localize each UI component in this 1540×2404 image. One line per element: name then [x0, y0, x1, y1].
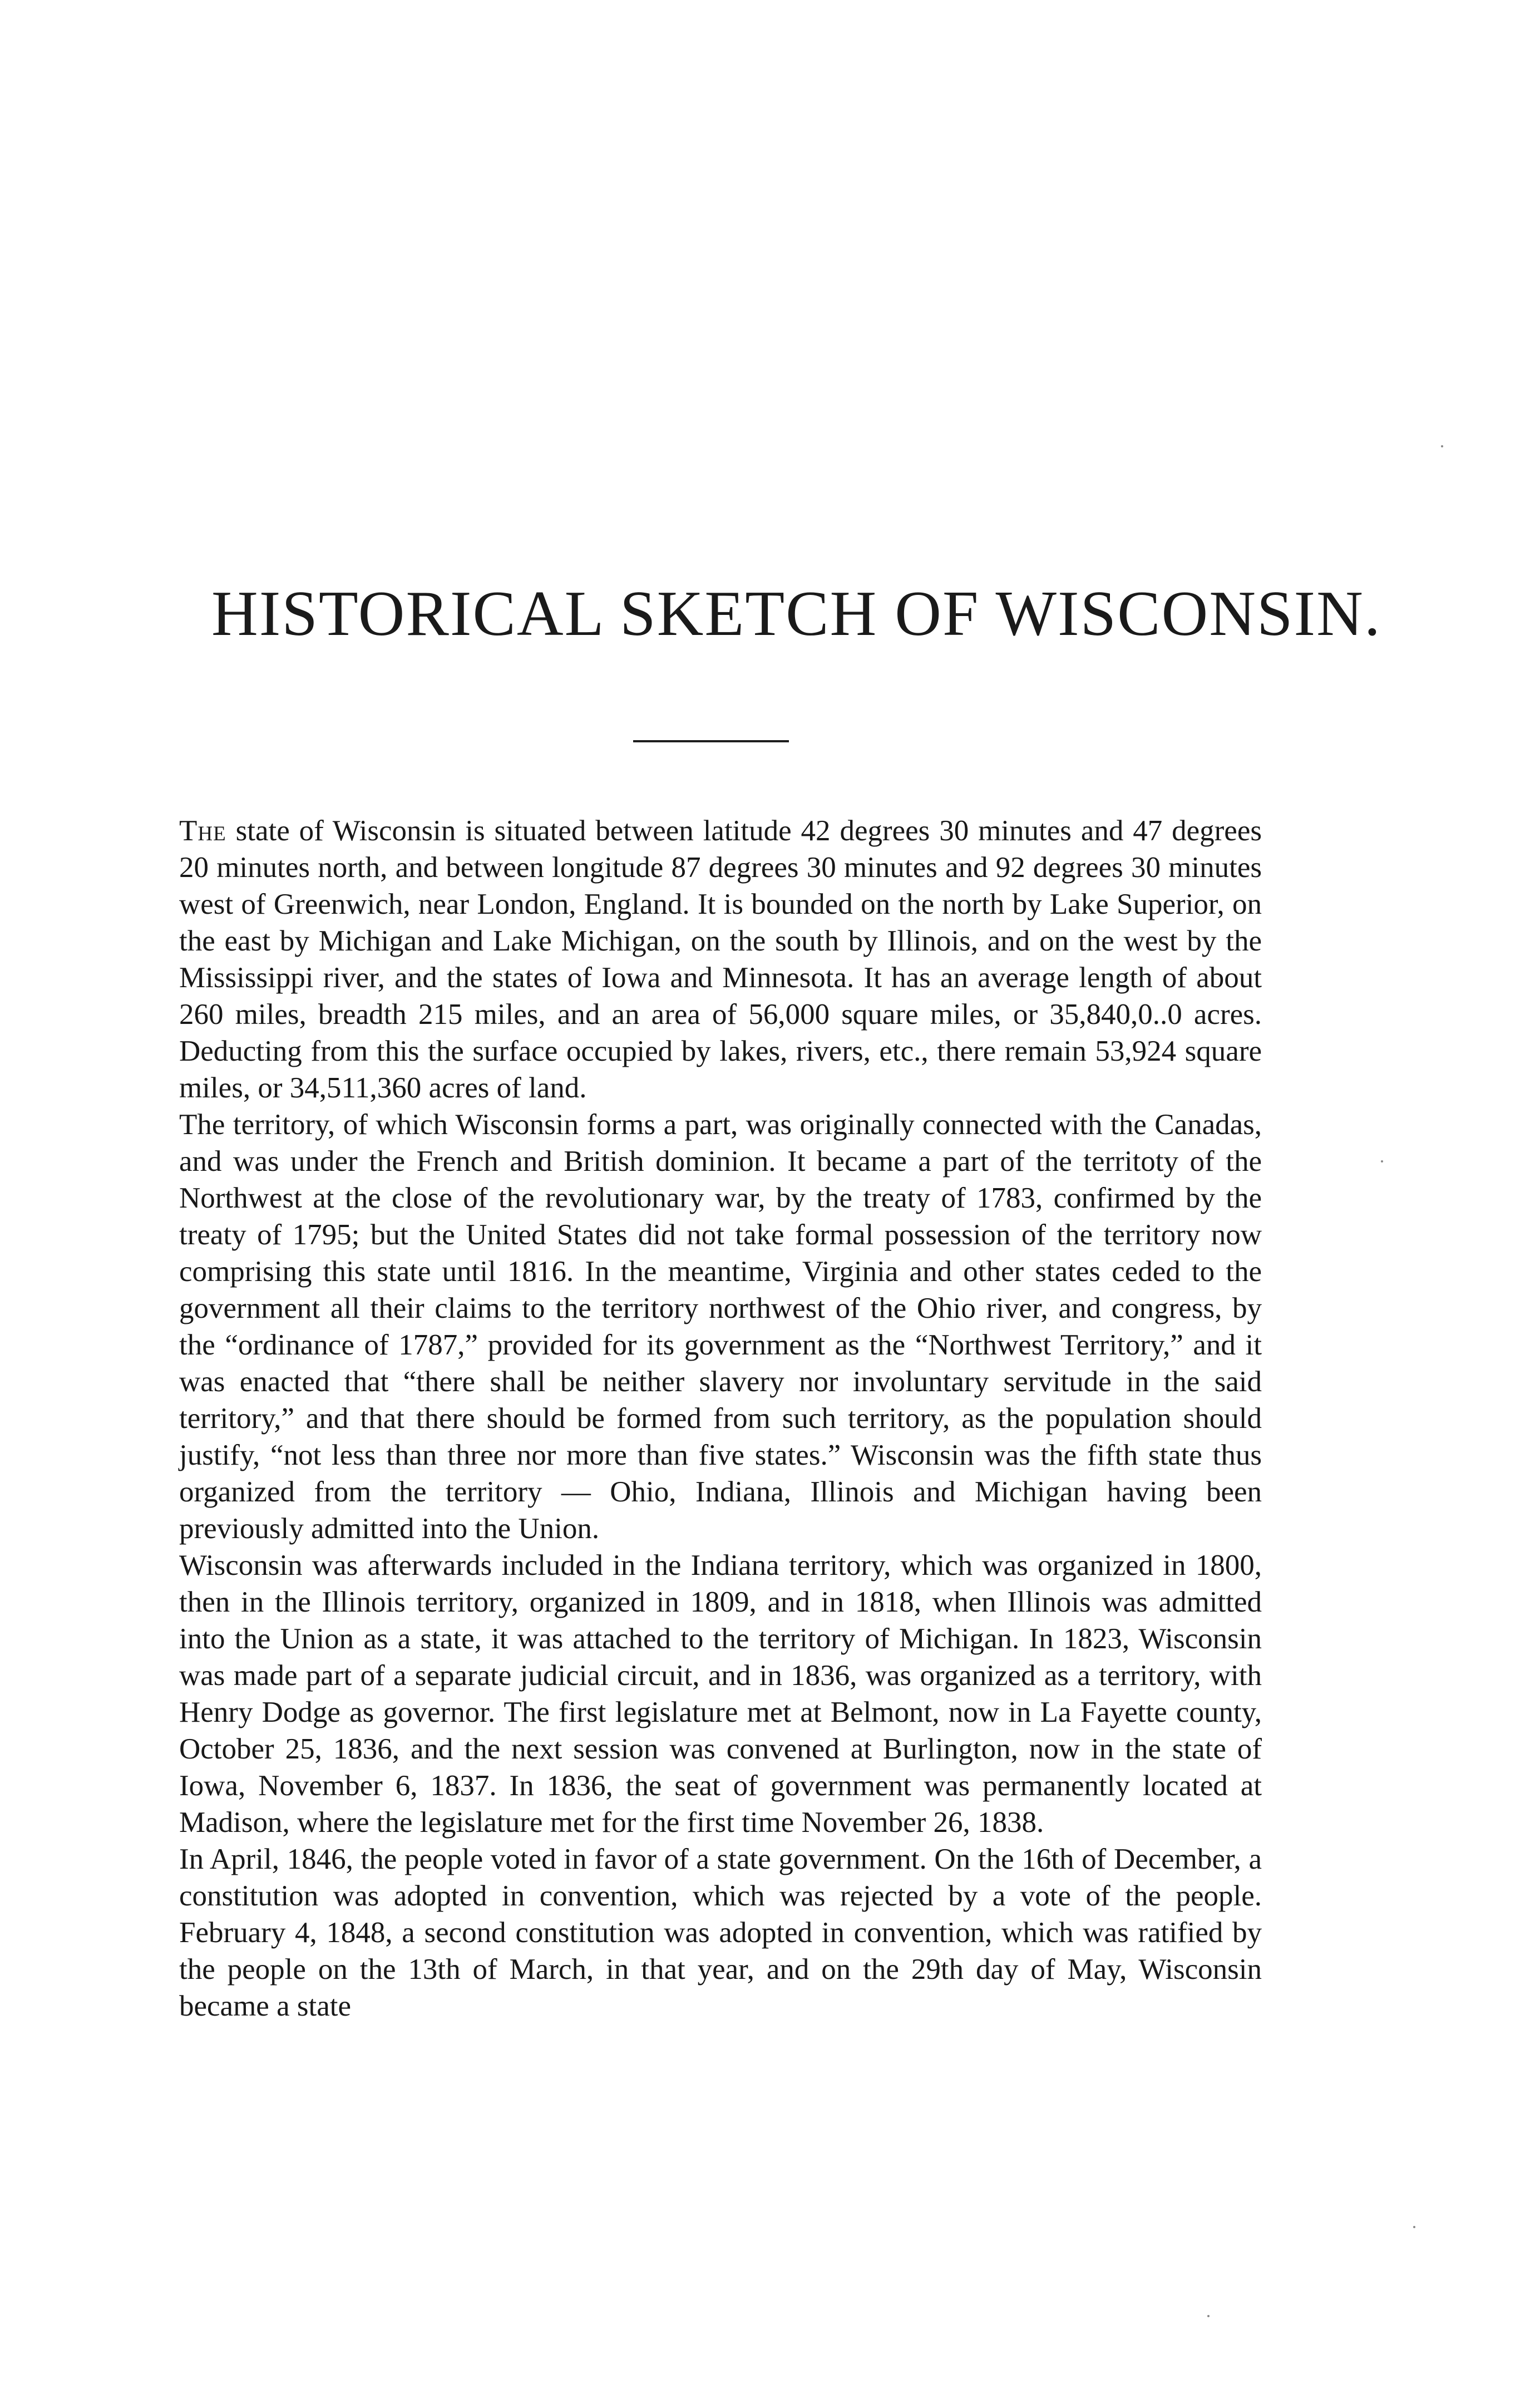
paragraph-2: The territory, of which Wisconsin forms a part, was originally connected with the Canadas, and was under the French and British dominion. It became a part of the territoty of the Northwest at the close of the revolutionary war, by the treaty of 1783, confirmed by the treaty of 1795; but the United States did not take formal possession of the territory now comprising this state until 1816. In the meantime, Virginia and other states ceded to the government all their claims to the territory northwest of the Ohio river, and congress, by the “ordinance of 1787,” provided for its government as the “Northwest Territory,” and it was enacted that “there shall be neither slavery nor involuntary servitude in the said territory,” and that there should be formed from such territory, as the population should justify, “not less than three nor more than five states.” Wisconsin was the fifth state thus organized from the territory — Ohio, Indiana, Illinois and Michigan having been previously admitted into the Union.: [179, 1109, 1262, 1545]
title-rule-divider: [633, 740, 789, 742]
paper-speck: [1441, 445, 1443, 447]
paper-speck: [1413, 2226, 1415, 2228]
body-text: [179, 812, 1262, 2024]
paper-speck: [1207, 2315, 1210, 2317]
paragraph-3: Wisconsin was afterwards included in the Indiana territory, which was organized in 1800, then in the Illinois territory, organized in 1809, and in 1818, when Illinois was admitted into the Union as a state, it was attached to the territory of Michigan. In 1823, Wisconsin was made part of a separate judicial circuit, and in 1836, was organized as a territory, with Henry Dodge as governor. The first legislature met at Belmont, now in La Fayette county, October 25, 1836, and the next session was convened at Burlington, now in the state of Iowa, November 6, 1837. In 1836, the seat of government was permanently located at Madison, where the legislature met for the first time November 26, 1838.: [179, 1549, 1262, 1839]
paragraph-1: [179, 812, 1262, 1106]
paper-speck: [1381, 1160, 1383, 1162]
paragraph-lead-word: The: [179, 815, 226, 847]
paragraph-text: state of Wisconsin is situated between latitude 42 degrees 30 minutes and 47 degrees 20 minutes north, and between longitude 87 degrees 30 minutes and 92 degrees 30 minutes west of Greenwich, near London, England. It is bounded on the north by Lake Superior, on the east by Michigan and Lake Michigan, on the south by Illinois, and on the west by the Mississippi river, and the states of Iowa and Minnesota. It has an average length of about 260 miles, breadth 215 miles, and an area of 56,000 square miles, or 35,840,0..0 acres. Deducting from this the surface occupied by lakes, rivers, etc., there remain 53,924 square miles, or 34,511,360 acres of land.: [179, 815, 1262, 1104]
page-title: HISTORICAL SKETCH OF WISCONSIN.: [211, 578, 1381, 649]
paragraph-4: In April, 1846, the people voted in favor of a state government. On the 16th of December, a constitution was adopted in convention, which was rejected by a vote of the people. February 4, 1848, a second constitution was adopted in convention, which was ratified by the people on the 13th of March, in that year, and on the 29th day of May, Wisconsin became a state: [179, 1843, 1262, 2022]
